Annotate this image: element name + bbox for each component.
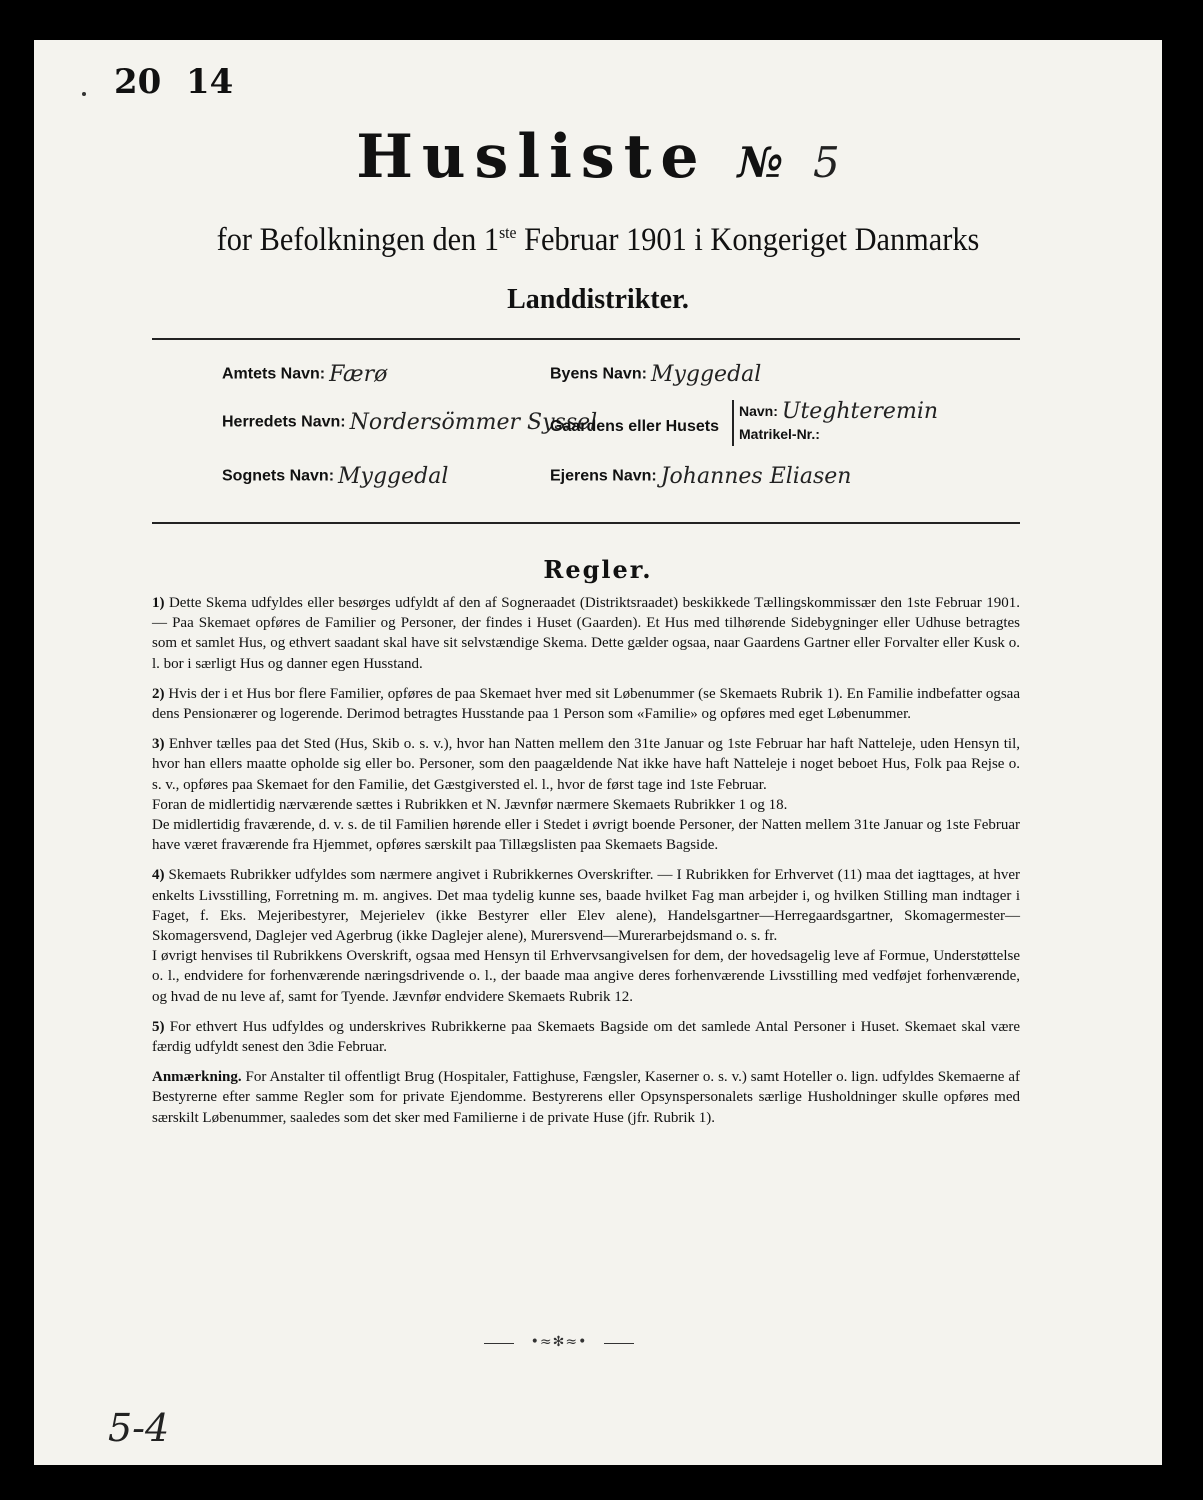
gaard-matrikel-label: Matrikel-Nr.: — [739, 426, 820, 442]
form-district-type: Landdistrikter. — [507, 284, 689, 315]
ink-dot — [82, 92, 86, 96]
gaard-label: Gaardens eller Husets — [550, 418, 719, 435]
divider-bottom — [152, 522, 1020, 524]
subtitle-part-a: for Befolkningen den 1 — [216, 222, 500, 258]
gaard-navn-label: Navn: — [739, 403, 778, 419]
rule-5: 5) For ethvert Hus udfyldes og underskrives Rubrikkerne paa Skemaets Bagside om det samlede Antal Personer i Huset. Skemaet skal være færdig udfyldt senest den 3die Februar. — [152, 1018, 1021, 1056]
rules-heading: Regler. — [543, 555, 653, 584]
title-text: Husliste — [356, 122, 708, 192]
number-sign: № — [737, 138, 784, 187]
rule-3: 3) Enhver tælles paa det Sted (Hus, Skib o. s. v.), hvor han Natten mellem den 31te Januar og 1ste Februar har haft Natteleje, uden Hensyn til, hvor han ellers maatte opholde sig eller bo. Personer, som den paagældende Nat ikke have haft Natteleje i noget beboet Hus, Folk paa Rejse o. s. v., opføres paa Skemaet for den Familie, det Gæstgiversted el. l., hvor de først tage ind 1ste Februar. — [152, 736, 1020, 793]
archive-number-right: 14 — [186, 62, 234, 102]
form-title — [34, 122, 1162, 192]
herred-label: Herredets Navn: — [222, 413, 346, 431]
subtitle-superscript: ste — [499, 223, 517, 242]
rule-4: 4) Skemaets Rubrikker udfyldes som nærmere angivet i Rubrikkernes Overskrifter. — I Rubrikken for Erhvervet (11) maa det iagttages, at hver enkelts Livsstilling, Forretning m. m. angives. Det maa tydelig kunne ses, baade hvilket Fag man arbejder i, og hvilken Stilling man indtager i Faget, f. Eks. Mejeribestyrer, Mejerielev (ikke Bestyrer eller Elev alene), Handelsgartner—Herregaardsgartner, Skomagermester—Skomagersvend, Daglejer ved Agerbrug (ikke Daglejer alene), Murersvend—Murerarbejdsmand o. s. fr. — [152, 867, 1020, 945]
sogn-label: Sognets Navn: — [222, 467, 335, 485]
amt-label: Amtets Navn: — [222, 365, 326, 383]
ejer-value: Johannes Eliasen — [660, 464, 852, 489]
rule-3b: Foran de midlertidig nærværende sættes i Rubrikken et N. Jævnfør nærmere Skemaets Rubrikker 1 og 18. — [152, 796, 788, 813]
archive-number-left: 20 — [114, 62, 162, 102]
subtitle-part-b: Februar 1901 i Kongeriget Danmarks — [516, 222, 980, 258]
rule-note: Anmærkning. For Anstalter til offentligt Brug (Hospitaler, Fattighuse, Fængsler, Kaserner o. s. v.) samt Hoteller o. lign. udfyldes Skemaerne af Bestyrerne efter samme Regler som for private Ejendomme. Bestyrerens eller Opsynspersonalets særlige Husholdninger skulle opføres med særskilt Løbenummer, saaledes som det sker med Familierne i de private Huse (jfr. Rubrik 1). — [152, 1069, 1021, 1126]
by-label: Byens Navn: — [550, 365, 647, 383]
amt-value: Færø — [329, 362, 388, 387]
sogn-value: Myggedal — [338, 464, 449, 489]
by-value: Myggedal — [650, 362, 762, 387]
field-sogn — [222, 464, 448, 489]
field-gaard — [550, 418, 719, 436]
rule-1: 1) Dette Skema udfyldes eller besørges udfyldt af den af Sogneraadet (Distriktsraadet) beskikkede Tællingskommissær den 1ste Februar 1901. — Paa Skemaet opføres de Familier og Personer, der findes i Huset (Gaarden). Et Hus med tilhørende Sidebygninger eller Udhuse betragtes som et samlet Hus, og ethvert saadant skal have sit selvstændige Skema. Dette gælder ogsaa, naar Gaardens Gartner eller Forvalter eller Kusk o. l. bor i særligt Hus og danner egen Husstand. — [152, 595, 1020, 672]
herred-value: Nordersömmer Syssel — [349, 410, 598, 435]
form-subtitle — [79, 222, 1117, 259]
gaard-navn-value: Uteghteremin — [781, 398, 939, 424]
field-ejer — [550, 464, 851, 489]
rule-3c: De midlertidig fraværende, d. v. s. de til Familien hørende eller i Stedet i øvrigt boende Personer, der Natten mellem 31te Januar og 1ste Februar have været fraværende fra Hjemmet, opføres særskilt paa Tillægslisten paa Skemaets Bagside. — [152, 817, 1020, 854]
divider-top — [152, 338, 1020, 340]
field-by — [550, 362, 761, 387]
field-amt — [222, 362, 387, 387]
field-herred — [222, 410, 597, 435]
gaard-navn-row — [739, 400, 938, 423]
margin-handwritten-note: 5-4 — [108, 1406, 170, 1450]
ornament-divider: •≈✻≈• — [504, 1334, 614, 1350]
gaard-matrikel-row — [739, 423, 938, 446]
rules-body — [152, 593, 1020, 1138]
rule-2: 2) Hvis der i et Hus bor flere Familier, opføres de paa Skemaet hver med sit Løbenummer (se Skemaets Rubrik 1). En Familie indbefatter ogsaa dens Pensionærer og logerende. Derimod betragtes Husstande paa 1 Person som «Familie» og opføres med eget Løbenummer. — [152, 685, 1021, 723]
ejer-label: Ejerens Navn: — [550, 467, 657, 485]
rule-4b: I øvrigt henvises til Rubrikkens Overskrift, ogsaa med Hensyn til Erhvervsangivelsen for dem, der hovedsagelig leve af Formue, Understøttelse o. l., endvidere for forhenværende næringsdrivende o. l., der baade maa angive deres forhenværende Livsstilling med vedføjet forhenværende, og hvad de nu leve af, samt for Tyende. Jævnfør endvidere Skemaets Rubrik 12. — [152, 948, 1020, 1005]
gaard-brace — [732, 400, 938, 446]
census-form-page — [34, 40, 1162, 1465]
list-number: 5 — [813, 138, 840, 187]
